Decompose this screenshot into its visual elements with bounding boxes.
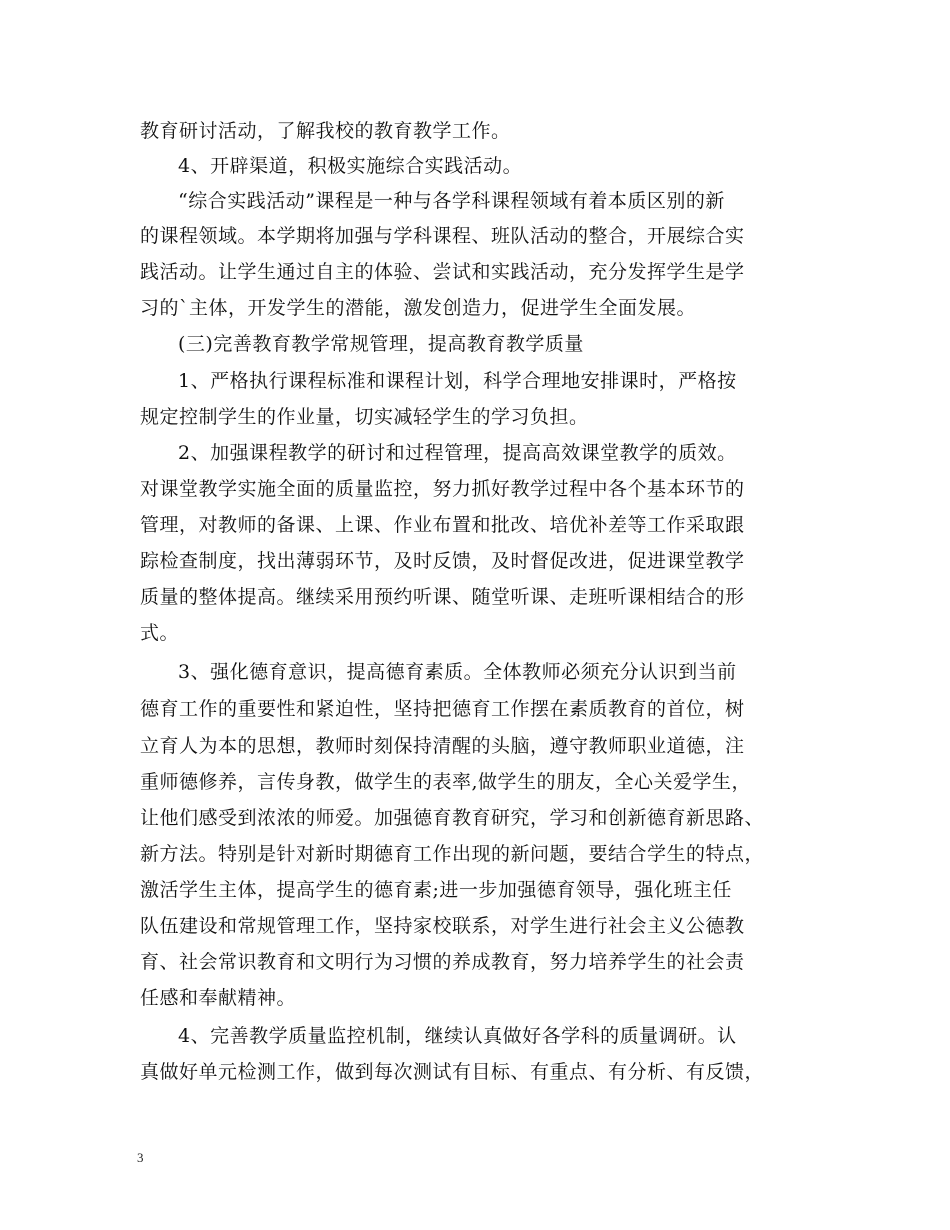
text-line: 的课程领域。本学期将加强与学科课程、班队活动的整合，开展综合实 [140,225,745,247]
text-line: 式。 [140,622,180,644]
text-line: 任感和奉献精神。 [140,987,297,1009]
text-line: 踪检查制度，找出薄弱环节，及时反馈，及时督促改进，促进课堂教学 [140,550,745,572]
text-line: 德育工作的重要性和紧迫性，坚持把德育工作摆在素质教育的首位，树 [140,698,745,720]
text-line: 激活学生主体，提高学生的德育素;进一步加强德育领导，强化班主任 [140,879,732,901]
text-line: 1、严格执行课程标准和课程计划，科学合理地安排课时，严格按 [178,370,737,392]
text-line: 重师德修养，言传身教，做学生的表率,做学生的朋友，全心关爱学生， [140,771,752,793]
text-line: 3、强化德育意识，提高德育素质。全体教师必须充分认识到当前 [178,661,737,683]
text-line: 2、加强课程教学的研讨和过程管理，提高高效课堂教学的质效。 [178,442,737,464]
text-line: “综合实践活动”课程是一种与各学科课程领域有着本质区别的新 [178,190,725,212]
text-line: 管理，对教师的备课、上课、作业布置和批改、培优补差等工作采取跟 [140,514,745,536]
text-line: 4、开辟渠道，积极实施综合实践活动。 [178,155,523,177]
text-line: 践活动。让学生通过自主的体验、尝试和实践活动，充分发挥学生是学 [140,261,745,283]
page-number: 3 [137,1150,144,1165]
section-heading: (三)完善教育教学常规管理，提高教育教学质量 [178,333,584,355]
text-line: 让他们感受到浓浓的师爱。加强德育教育研究，学习和创新德育新思路、 [140,807,765,829]
text-line: 4、完善教学质量监控机制，继续认真做好各学科的质量调研。认 [178,1025,737,1047]
text-line: 习的`主体，开发学生的潜能，激发创造力，促进学生全面发展。 [140,297,697,319]
text-line: 队伍建设和常规管理工作，坚持家校联系，对学生进行社会主义公德教 [140,915,745,937]
text-line: 质量的整体提高。继续采用预约听课、随堂听课、走班听课相结合的形 [140,586,745,608]
text-line: 规定控制学生的作业量，切实减轻学生的学习负担。 [140,406,589,428]
text-line: 新方法。特别是针对新时期德育工作出现的新问题，要结合学生的特点， [140,843,765,865]
text-line: 育、社会常识教育和文明行为习惯的养成教育，努力培养学生的社会责 [140,951,745,973]
text-line: 教育研讨活动，了解我校的教育教学工作。 [140,120,511,142]
text-line: 真做好单元检测工作，做到每次测试有目标、有重点、有分析、有反馈， [140,1061,765,1083]
text-line: 对课堂教学实施全面的质量监控，努力抓好教学过程中各个基本环节的 [140,478,745,500]
text-line: 立育人为本的思想，教师时刻保持清醒的头脑，遵守教师职业道德，注 [140,735,745,757]
